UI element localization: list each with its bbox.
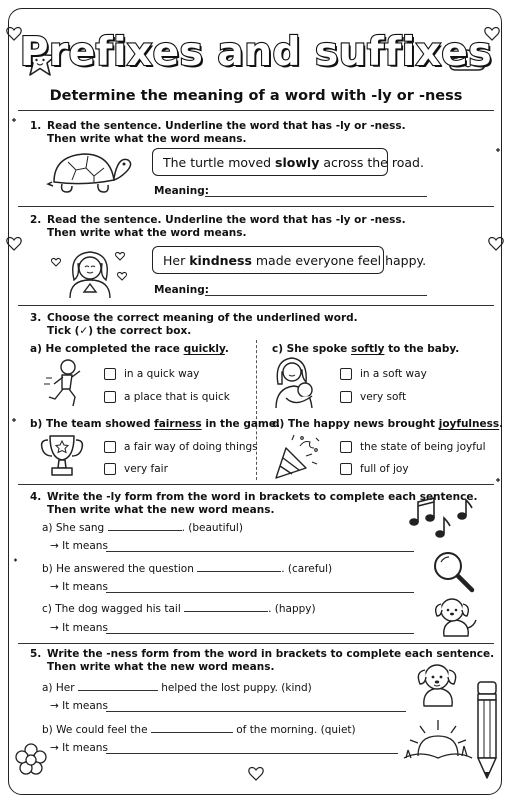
blank-5a[interactable] (78, 680, 158, 691)
blank-4b[interactable] (197, 561, 281, 572)
checkbox-3c-option-1[interactable] (340, 368, 352, 380)
question-1-sentence: The turtle moved slowly across the road. (152, 148, 388, 176)
option-label: very fair (124, 463, 168, 475)
question-3a-sentence: a) He completed the race quickly. (30, 343, 229, 355)
music-notes-icon (408, 496, 478, 542)
puppy-icon (430, 594, 478, 638)
blank-5b[interactable] (151, 722, 233, 733)
meaning-label: Meaning: (154, 185, 209, 197)
meaning-answer-line[interactable] (205, 295, 427, 296)
meaning-answer-line[interactable] (205, 196, 427, 197)
option-label: very soft (360, 391, 407, 403)
it-means-answer-line[interactable] (106, 592, 414, 593)
page-title: Prefixes and suffixes (19, 30, 493, 75)
checkbox-3a-option-1[interactable] (104, 368, 116, 380)
question-4a-sentence: a) She sang . (beautiful) (42, 522, 243, 534)
checkbox-3d-option-1[interactable] (340, 441, 352, 453)
question-5b-sentence: b) We could feel the of the morning. (quiet) (42, 724, 356, 736)
party-popper-icon (272, 434, 322, 480)
question-3-instructions: 3. Choose the correct meaning of the underlined word. Tick (✓) the correct box. (30, 312, 358, 337)
target-word: slowly (275, 154, 320, 170)
target-word: kindness (189, 252, 252, 268)
it-means-label: → It means (50, 700, 108, 712)
magnifying-glass-icon (432, 550, 478, 592)
question-4c-sentence: c) The dog wagged his tail . (happy) (42, 603, 316, 615)
question-5a-sentence: a) Her helped the lost puppy. (kind) (42, 682, 312, 694)
checkbox-3b-option-1[interactable] (104, 441, 116, 453)
it-means-label: → It means (50, 742, 108, 754)
it-means-answer-line[interactable] (106, 753, 398, 754)
it-means-label: → It means (50, 622, 108, 634)
question-3b-sentence: b) The team showed fairness in the game. (30, 418, 280, 430)
option-label: in a quick way (124, 368, 200, 380)
divider (18, 305, 494, 306)
page-subtitle: Determine the meaning of a word with -ly or -ness (49, 88, 463, 104)
kind-girl-icon (50, 240, 130, 300)
option-label: in a soft way (360, 368, 427, 380)
pencil-icon (474, 680, 500, 780)
it-means-answer-line[interactable] (106, 551, 414, 552)
it-means-answer-line[interactable] (106, 633, 414, 634)
mother-and-baby-icon (272, 356, 320, 408)
divider (18, 643, 494, 644)
question-2-instructions: 2. Read the sentence. Underline the word that has -ly or -ness. Then write what the word means. (30, 214, 406, 239)
column-divider (256, 340, 257, 480)
question-1-instructions: 1. Read the sentence. Underline the word that has -ly or -ness. Then write what the word means. (30, 120, 406, 145)
running-boy-icon (44, 358, 86, 408)
divider (18, 206, 494, 207)
divider (18, 110, 494, 111)
question-5-instructions: 5. Write the -ness form from the word in brackets to complete each sentence. Then write what the new word means. (30, 648, 495, 673)
question-3c-sentence: c) She spoke softly to the baby. (272, 343, 460, 355)
it-means-label: → It means (50, 540, 108, 552)
checkbox-3d-option-2[interactable] (340, 463, 352, 475)
option-label: a fair way of doing things (124, 441, 258, 453)
sunrise-icon (404, 716, 472, 760)
blank-4a[interactable] (108, 520, 182, 531)
checkbox-3c-option-2[interactable] (340, 391, 352, 403)
meaning-label: Meaning: (154, 284, 209, 296)
question-2-sentence: Her kindness made everyone feel happy. (152, 246, 384, 274)
divider (18, 484, 494, 485)
option-label: full of joy (360, 463, 409, 475)
question-4b-sentence: b) He answered the question . (careful) (42, 563, 333, 575)
checkbox-3a-option-2[interactable] (104, 391, 116, 403)
puppy-icon (412, 660, 462, 708)
checkbox-3b-option-2[interactable] (104, 463, 116, 475)
it-means-answer-line[interactable] (106, 711, 406, 712)
option-label: a place that is quick (124, 391, 230, 403)
it-means-label: → It means (50, 581, 108, 593)
blank-4c[interactable] (184, 601, 268, 612)
question-4-instructions: 4. Write the -ly form from the word in brackets to complete each sentence. Then write what the new word means. (30, 491, 478, 516)
trophy-icon (40, 434, 84, 478)
flower-icon (14, 742, 48, 776)
option-label: the state of being joyful (360, 441, 486, 453)
question-3d-sentence: d) The happy news brought joyfulness. (272, 418, 504, 430)
turtle-icon (48, 148, 132, 196)
